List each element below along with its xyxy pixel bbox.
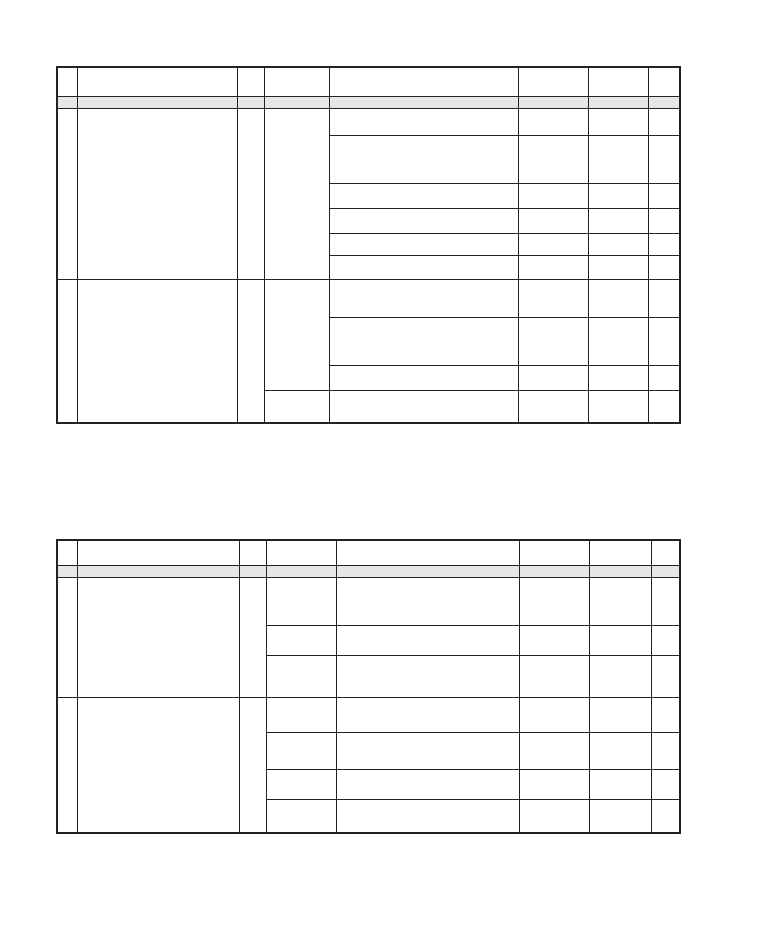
- column-header: [337, 540, 520, 565]
- bentuk-soal: [590, 655, 652, 697]
- bentuk-soal: [589, 365, 649, 390]
- indikator-soal: [337, 697, 520, 732]
- level-kognitif: [519, 769, 589, 799]
- column-number: [267, 565, 337, 577]
- column-number: [77, 96, 238, 108]
- bentuk-soal: [589, 255, 649, 279]
- nomor-soal: [649, 135, 680, 183]
- indikator-soal: [330, 365, 519, 390]
- indikator-soal: [330, 233, 519, 255]
- level-kognitif: [518, 233, 588, 255]
- bentuk-soal: [590, 769, 652, 799]
- level-kognitif: [518, 183, 588, 208]
- row-number: [57, 108, 77, 279]
- indikator-soal: [330, 135, 519, 183]
- materi: [267, 732, 337, 769]
- materi: [267, 769, 337, 799]
- kelas: [240, 577, 267, 697]
- column-header: [330, 67, 519, 96]
- column-header: [649, 67, 680, 96]
- indikator-soal: [330, 183, 519, 208]
- nomor-soal: [649, 390, 680, 423]
- column-header: [267, 540, 337, 565]
- column-header: [57, 540, 77, 565]
- capaian-pembelajaran: [77, 279, 238, 423]
- nomor-soal: [649, 208, 680, 233]
- column-header: [519, 540, 589, 565]
- column-header: [57, 67, 77, 96]
- column-header: [240, 540, 267, 565]
- nomor-soal: [652, 697, 680, 732]
- nomor-soal: [649, 183, 680, 208]
- indikator-soal: [330, 279, 519, 317]
- column-number: [518, 96, 588, 108]
- capaian-pembelajaran: [77, 697, 240, 833]
- level-kognitif: [518, 279, 588, 317]
- seni-rupa-table: [56, 66, 681, 424]
- level-kognitif: [519, 799, 589, 833]
- column-number: [330, 96, 519, 108]
- nomor-soal: [652, 732, 680, 769]
- kelas: [240, 697, 267, 833]
- bentuk-soal: [589, 279, 649, 317]
- column-header: [77, 67, 238, 96]
- column-number-row: [57, 96, 680, 108]
- column-header: [265, 67, 330, 96]
- column-number: [649, 96, 680, 108]
- table-row: [57, 279, 680, 317]
- level-kognitif: [519, 625, 589, 655]
- column-number: [77, 565, 240, 577]
- row-number: [57, 577, 77, 697]
- level-kognitif: [519, 697, 589, 732]
- level-kognitif: [519, 655, 589, 697]
- row-number: [57, 279, 77, 423]
- nomor-soal: [649, 279, 680, 317]
- column-number: [57, 96, 77, 108]
- bentuk-soal: [589, 317, 649, 365]
- bentuk-soal: [589, 233, 649, 255]
- column-number: [519, 565, 589, 577]
- materi: [265, 390, 330, 423]
- column-number: [590, 565, 652, 577]
- table-row: [57, 108, 680, 135]
- column-header: [77, 540, 240, 565]
- bentuk-soal: [589, 108, 649, 135]
- column-header: [652, 540, 680, 565]
- indikator-soal: [337, 769, 520, 799]
- bentuk-soal: [589, 183, 649, 208]
- indikator-soal: [337, 577, 520, 625]
- bentuk-soal: [590, 799, 652, 833]
- capaian-pembelajaran: [77, 108, 238, 279]
- column-number: [652, 565, 680, 577]
- bentuk-soal: [589, 135, 649, 183]
- indikator-soal: [337, 655, 520, 697]
- materi: [265, 108, 330, 279]
- materi: [265, 279, 330, 390]
- bentuk-soal: [589, 208, 649, 233]
- column-header: [518, 67, 588, 96]
- row-number: [57, 697, 77, 833]
- table-header-row: [57, 540, 680, 565]
- indikator-soal: [330, 108, 519, 135]
- materi: [267, 697, 337, 732]
- bentuk-soal: [589, 390, 649, 423]
- column-header: [238, 67, 265, 96]
- nomor-soal: [649, 317, 680, 365]
- seni-musik-table: [56, 539, 681, 834]
- indikator-soal: [330, 255, 519, 279]
- nomor-soal: [649, 233, 680, 255]
- column-number: [265, 96, 330, 108]
- column-number: [238, 96, 265, 108]
- level-kognitif: [518, 208, 588, 233]
- bentuk-soal: [590, 697, 652, 732]
- level-kognitif: [518, 255, 588, 279]
- kelas: [238, 279, 265, 423]
- capaian-pembelajaran: [77, 577, 240, 697]
- bentuk-soal: [590, 732, 652, 769]
- column-header: [590, 540, 652, 565]
- level-kognitif: [518, 135, 588, 183]
- table-row: [57, 577, 680, 625]
- level-kognitif: [518, 365, 588, 390]
- column-number: [57, 565, 77, 577]
- column-number: [589, 96, 649, 108]
- level-kognitif: [519, 732, 589, 769]
- level-kognitif: [518, 317, 588, 365]
- bentuk-soal: [590, 625, 652, 655]
- column-header: [589, 67, 649, 96]
- level-kognitif: [519, 577, 589, 625]
- nomor-soal: [649, 255, 680, 279]
- nomor-soal: [649, 108, 680, 135]
- indikator-soal: [337, 732, 520, 769]
- table-row: [57, 697, 680, 732]
- indikator-soal: [330, 390, 519, 423]
- nomor-soal: [649, 365, 680, 390]
- nomor-soal: [652, 577, 680, 625]
- indikator-soal: [337, 625, 520, 655]
- level-kognitif: [518, 108, 588, 135]
- nomor-soal: [652, 625, 680, 655]
- column-number: [240, 565, 267, 577]
- level-kognitif: [518, 390, 588, 423]
- materi: [267, 799, 337, 833]
- indikator-soal: [337, 799, 520, 833]
- kelas: [238, 108, 265, 279]
- materi: [267, 655, 337, 697]
- nomor-soal: [652, 769, 680, 799]
- column-number-row: [57, 565, 680, 577]
- column-number: [337, 565, 520, 577]
- nomor-soal: [652, 799, 680, 833]
- materi: [267, 577, 337, 625]
- nomor-soal: [652, 655, 680, 697]
- table-header-row: [57, 67, 680, 96]
- indikator-soal: [330, 208, 519, 233]
- bentuk-soal: [590, 577, 652, 625]
- indikator-soal: [330, 317, 519, 365]
- materi: [267, 625, 337, 655]
